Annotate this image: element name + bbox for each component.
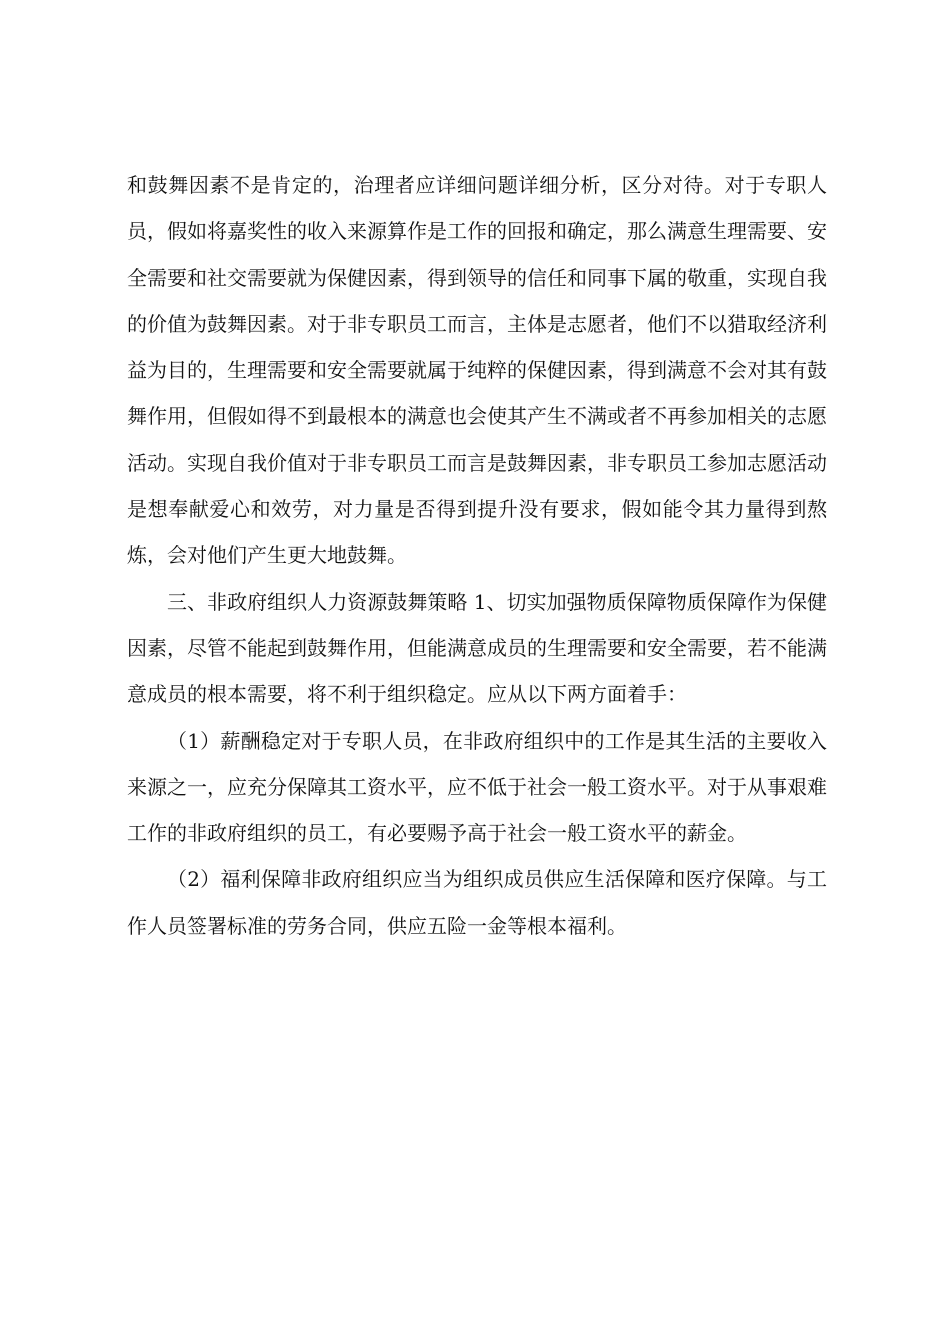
paragraph-section-three: 三、非政府组织人力资源鼓舞策略 1、切实加强物质保障物质保障作为保健因素，尽管不能起到鼓舞作用，但能满意成员的生理需要和安全需要，若不能满意成员的根本需要，将不利于组织稳定。应从以下两方面着手： xyxy=(127,589,827,707)
paragraph-item-1: （1）薪酬稳定对于专职人员，在非政府组织中的工作是其生活的主要收入来源之一，应充分保障其工资水平，应不低于社会一般工资水平。对于从事艰难工作的非政府组织的员工，有必要赐予高于社会一般工资水平的薪金。 xyxy=(127,728,827,846)
paragraph-continuation: 和鼓舞因素不是肯定的，治理者应详细问题详细分析，区分对待。对于专职人员，假如将嘉奖性的收入来源算作是工作的回报和确定，那么满意生理需要、安全需要和社交需要就为保健因素，得到领导的信任和同事下属的敬重，实现自我的价值为鼓舞因素。对于非专职员工而言，主体是志愿者，他们不以猎取经济利益为目的，生理需要和安全需要就属于纯粹的保健因素，得到满意不会对其有鼓舞作用，但假如得不到最根本的满意也会使其产生不满或者不再参加相关的志愿活动。实现自我价值对于非专职员工而言是鼓舞因素，非专职员工参加志愿活动是想奉献爱心和效劳，对力量是否得到提升没有要求，假如能令其力量得到熬炼，会对他们产生更大地鼓舞。 xyxy=(127,173,827,568)
paragraph-item-2: （2）福利保障非政府组织应当为组织成员供应生活保障和医疗保障。与工作人员签署标准的劳务合同，供应五险一金等根本福利。 xyxy=(127,867,827,938)
document-body xyxy=(127,162,827,949)
